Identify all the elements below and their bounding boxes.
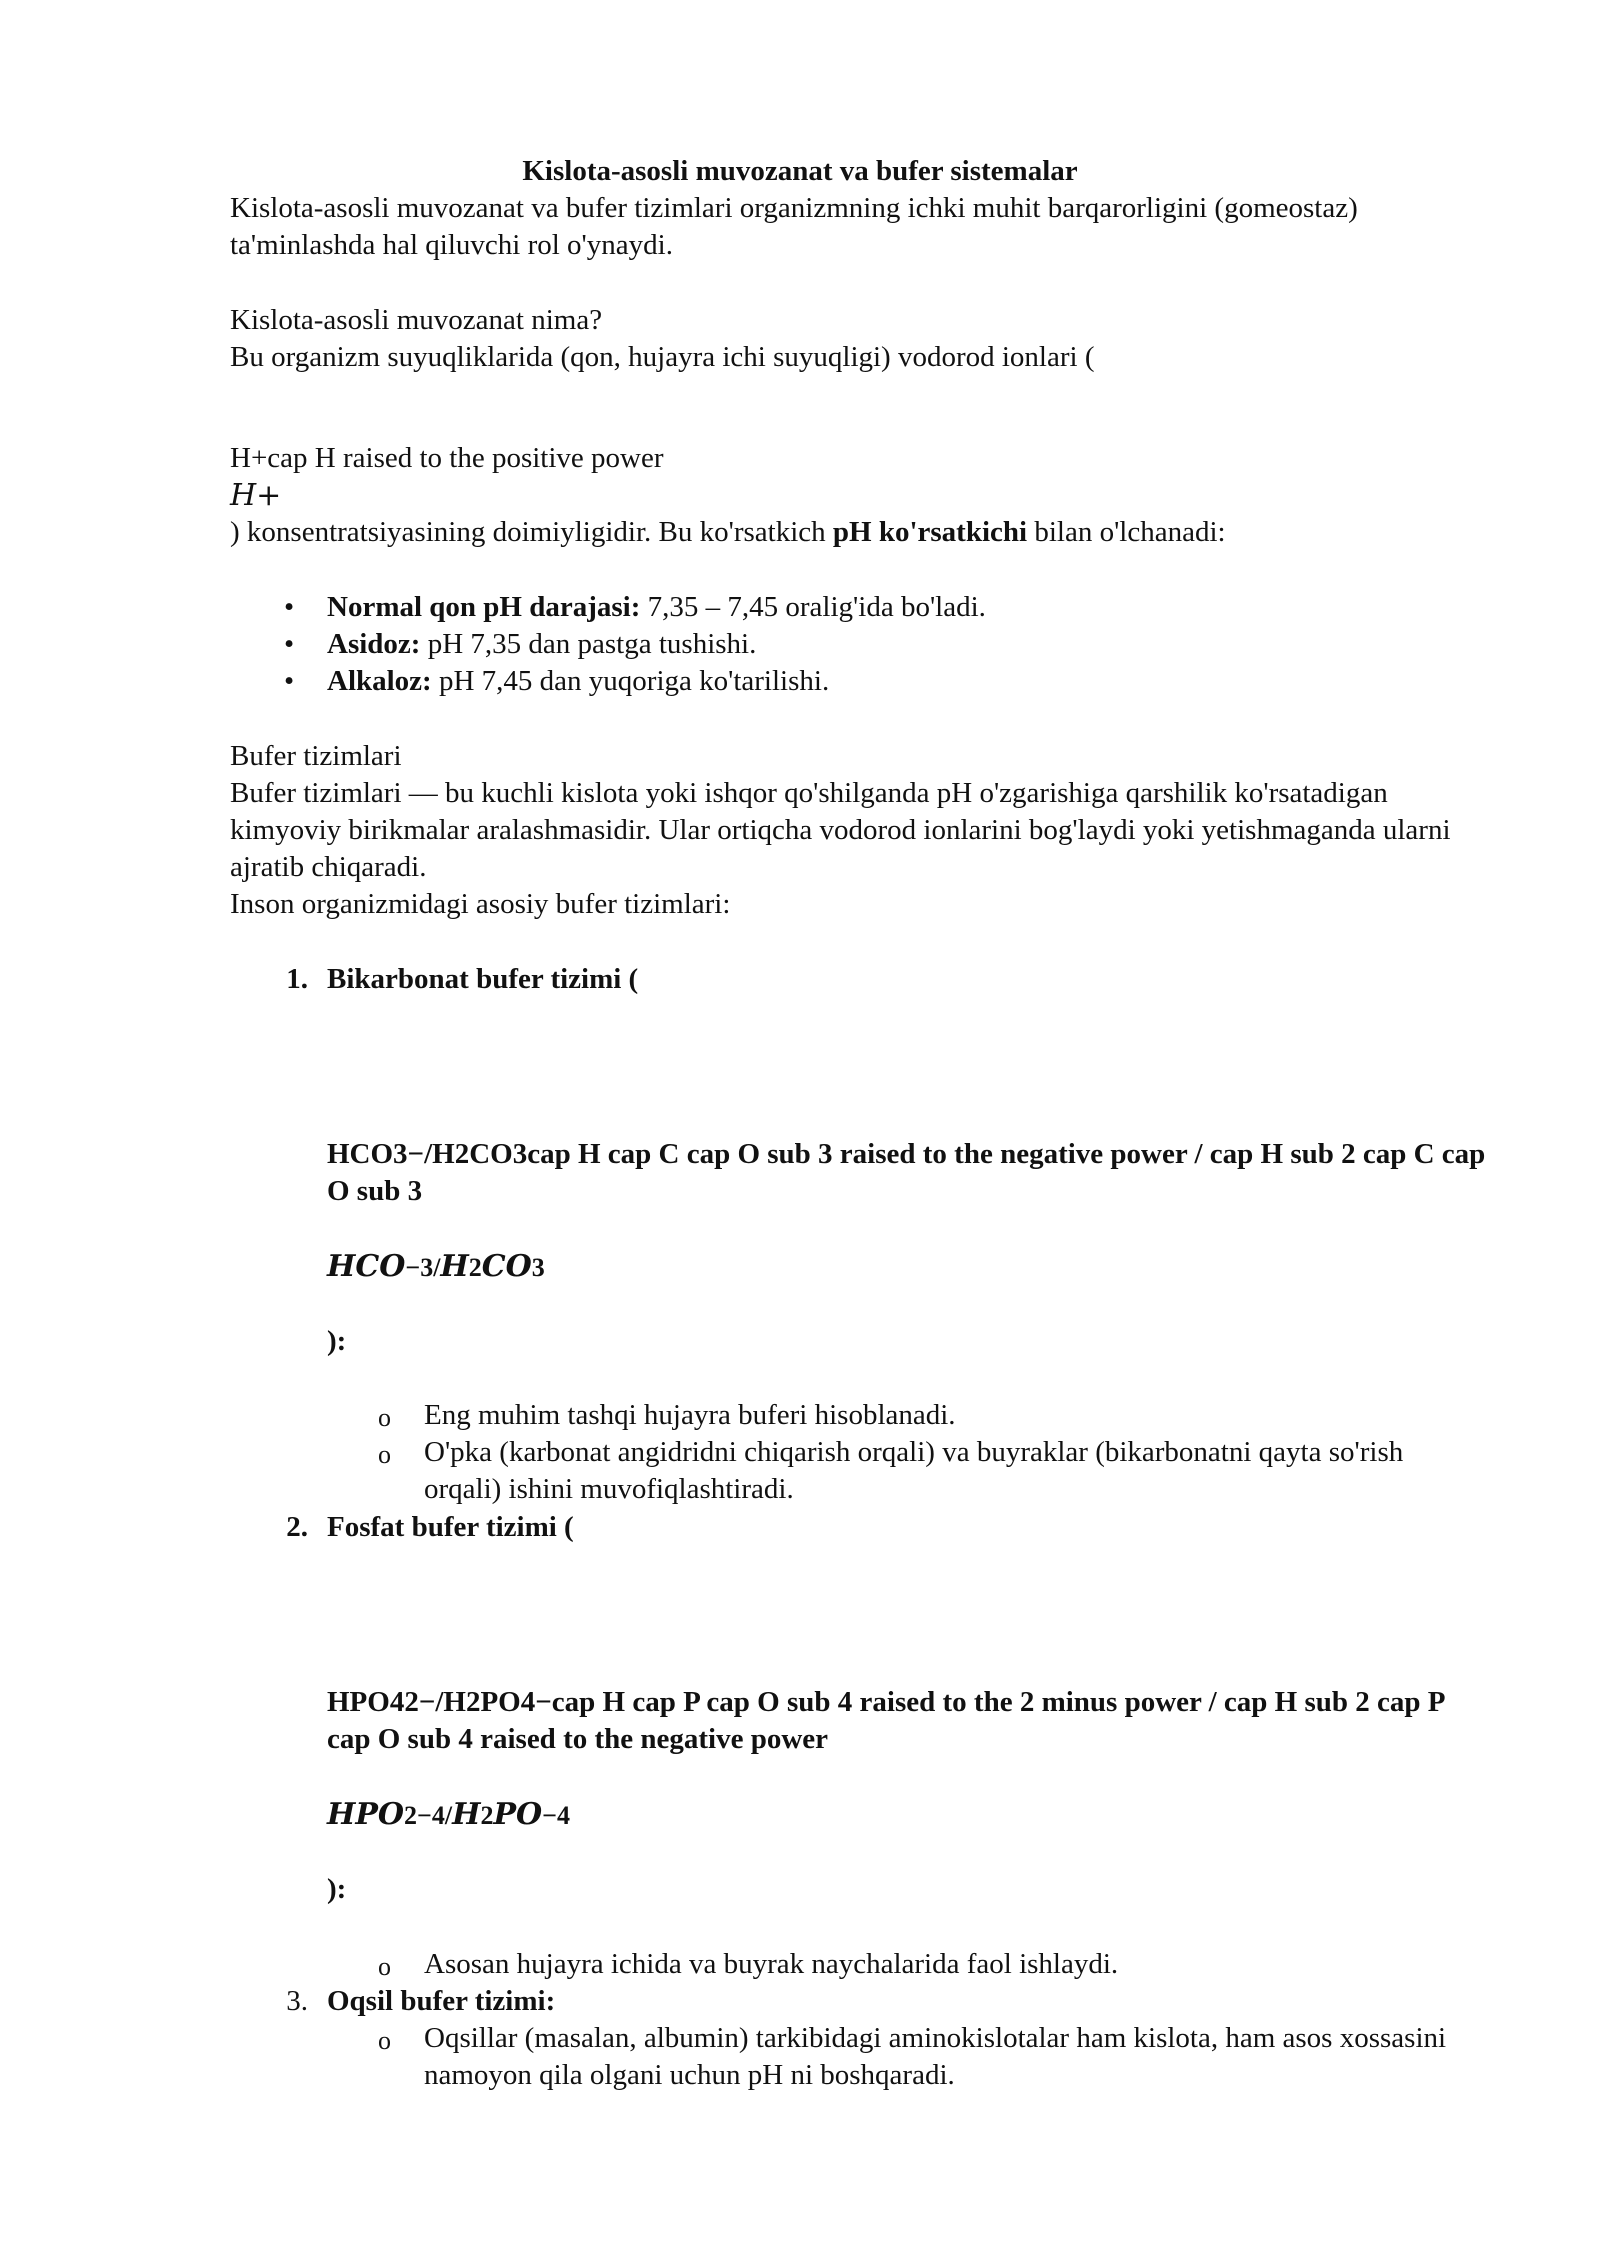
document-title: Kislota-asosli muvozanat va bufer sistemalar xyxy=(522,155,1078,187)
formula-alt-text: HCO3−/H2CO3cap H cap C cap O sub 3 raised to the negative power / cap H sub 2 cap C cap O sub 3 xyxy=(327,1138,1486,1207)
formula-close: ): xyxy=(327,1325,347,1357)
list-item: Oqsillar (masalan, albumin) tarkibidagi aminokislotalar ham kislota, ham asos xossasini namoyon qila olgani uchun pH ni boshqaradi. xyxy=(424,2022,1447,2091)
formula-close: ): xyxy=(327,1873,347,1905)
list-item: Eng muhim tashqi hujayra buferi hisoblanadi. xyxy=(424,1399,956,1431)
bullet-icon: • xyxy=(284,628,295,660)
section1-heading: Kislota-asosli muvozanat nima? xyxy=(230,304,603,336)
section1-continuation: ) konsentratsiyasining doimiyligidir. Bu ko'rsatkich pH ko'rsatkichi bilan o'lchanadi: xyxy=(230,516,1226,548)
phosphate-formula: HPO2−4/H2PO−4 xyxy=(327,1797,570,1832)
list-item: Asosan hujayra ichida va buyrak naychalarida faol ishlaydi. xyxy=(424,1948,1119,1980)
buffer-list-intro: Inson organizmidagi asosiy bufer tizimlari: xyxy=(230,888,731,920)
document-page: Kislota-asosli muvozanat va bufer sistemalar Kislota-asosli muvozanat va bufer tizimlari organizmning ichki muhit barqarorligini (gomeostaz) ta'minlashda hal qiluvchi rol o'ynaydi. Kislota-asosli muvozanat nima? Bu organizm suyuqliklarida (qon, hujayra ichi suyuqligi) vodorod ionlari ( H+cap H raised to the positive power H+ ) konsentratsiyasining doimiyligidir. Bu ko'rsatkich pH ko'rsatkichi bilan o'lchanadi: • Normal qon pH darajasi: 7,35 – 7,45 oralig'ida bo'ladi. • Asidoz: pH 7,35 dan pastga tushishi. • Alkaloz: pH 7,45 dan yuqoriga ko'tarilishi. Bufer tizimlari Bufer tizimlari — bu kuchli kislota yoki ishqor qo'shilganda pH o'zgarishiga qarshilik ko'rsatadigan kimyoviy birikmalar aralashmasidir. Ular ortiqcha vodorod ionlarini bog'laydi yoki yetishmaganda ularni ajratib chiqaradi. Inson organizmidagi asosiy bufer tizimlari: 1. Bikarbonat bufer tizimi ( HCO3−/H2CO3cap H cap C cap O sub 3 raised to the negative power / cap H sub 2 cap C cap O sub 3 HCO−3/H2CO3 ): o Eng muhim tashqi hujayra buferi hisoblanadi. o O'pka (karbonat angidridni chiqarish orqali) va buyraklar (bikarbonatni qayta so'rish orqali) ishini muvofiqlashtiradi. 2. Fosfat bufer tizimi ( HPO42−/H2PO4−cap H cap P cap O sub 4 raised to the 2 minus power / cap H sub 2 cap P cap O sub 4 raised to the negative power HPO2−4/H2PO−4 ): o Asosan hujayra ichida va buyrak naychalarida faol ishlaydi. 3. Oqsil bufer tizimi: o Oqsillar (masalan, albumin) tarkibidagi aminokislotalar ham kislota, ham asos xossasini namoyon qila olgani uchun pH ni boshqaradi. xyxy=(0,0,1600,2262)
sub-bullet-icon: o xyxy=(378,2026,391,2055)
bicarbonate-formula: HCO−3/H2CO3 xyxy=(327,1249,545,1284)
item-number: 3. xyxy=(286,1985,308,2017)
bullet-icon: • xyxy=(284,665,295,697)
h-ion-formula xyxy=(230,477,1490,515)
ph-term: pH ko'rsatkichi xyxy=(832,516,1028,548)
intro-paragraph: Kislota-asosli muvozanat va bufer tizimlari organizmning ichki muhit barqarorligini (gomeostaz) ta'minlashda hal qiluvchi rol o'ynaydi. xyxy=(230,192,1358,261)
item-number: 1. xyxy=(286,963,308,995)
item-title: Bikarbonat bufer tizimi ( xyxy=(327,963,639,995)
sub-bullet-icon: o xyxy=(378,1952,391,1981)
bullet-icon: • xyxy=(284,591,295,623)
item-number: 2. xyxy=(286,1511,308,1543)
h-ion-alt-text: H+cap H raised to the positive power xyxy=(230,442,664,474)
section2-text: Bufer tizimlari — bu kuchli kislota yoki ishqor qo'shilganda pH o'zgarishiga qarshilik ko'rsatadigan kimyoviy birikmalar aralashmasidir. Ular ortiqcha vodorod ionlarini bog'laydi yoki yetishmaganda ularni ajratib chiqaradi. xyxy=(230,777,1451,883)
formula-alt-text: HPO42−/H2PO4−cap H cap P cap O sub 4 raised to the 2 minus power / cap H sub 2 cap P cap O sub 4 raised to the negative power xyxy=(327,1686,1444,1755)
sub-bullet-icon: o xyxy=(378,1440,391,1469)
section1-text: Bu organizm suyuqliklarida (qon, hujayra ichi suyuqligi) vodorod ionlari ( xyxy=(230,341,1095,373)
item-title: Fosfat bufer tizimi ( xyxy=(327,1511,574,1543)
h-ion-math: H+ xyxy=(230,478,282,513)
sub-bullet-icon: o xyxy=(378,1403,391,1432)
list-item: O'pka (karbonat angidridni chiqarish orqali) va buyraklar (bikarbonatni qayta so'rish orqali) ishini muvofiqlashtiradi. xyxy=(424,1436,1404,1505)
item-title: Oqsil bufer tizimi: xyxy=(327,1985,556,2017)
section2-heading: Bufer tizimlari xyxy=(230,740,402,772)
